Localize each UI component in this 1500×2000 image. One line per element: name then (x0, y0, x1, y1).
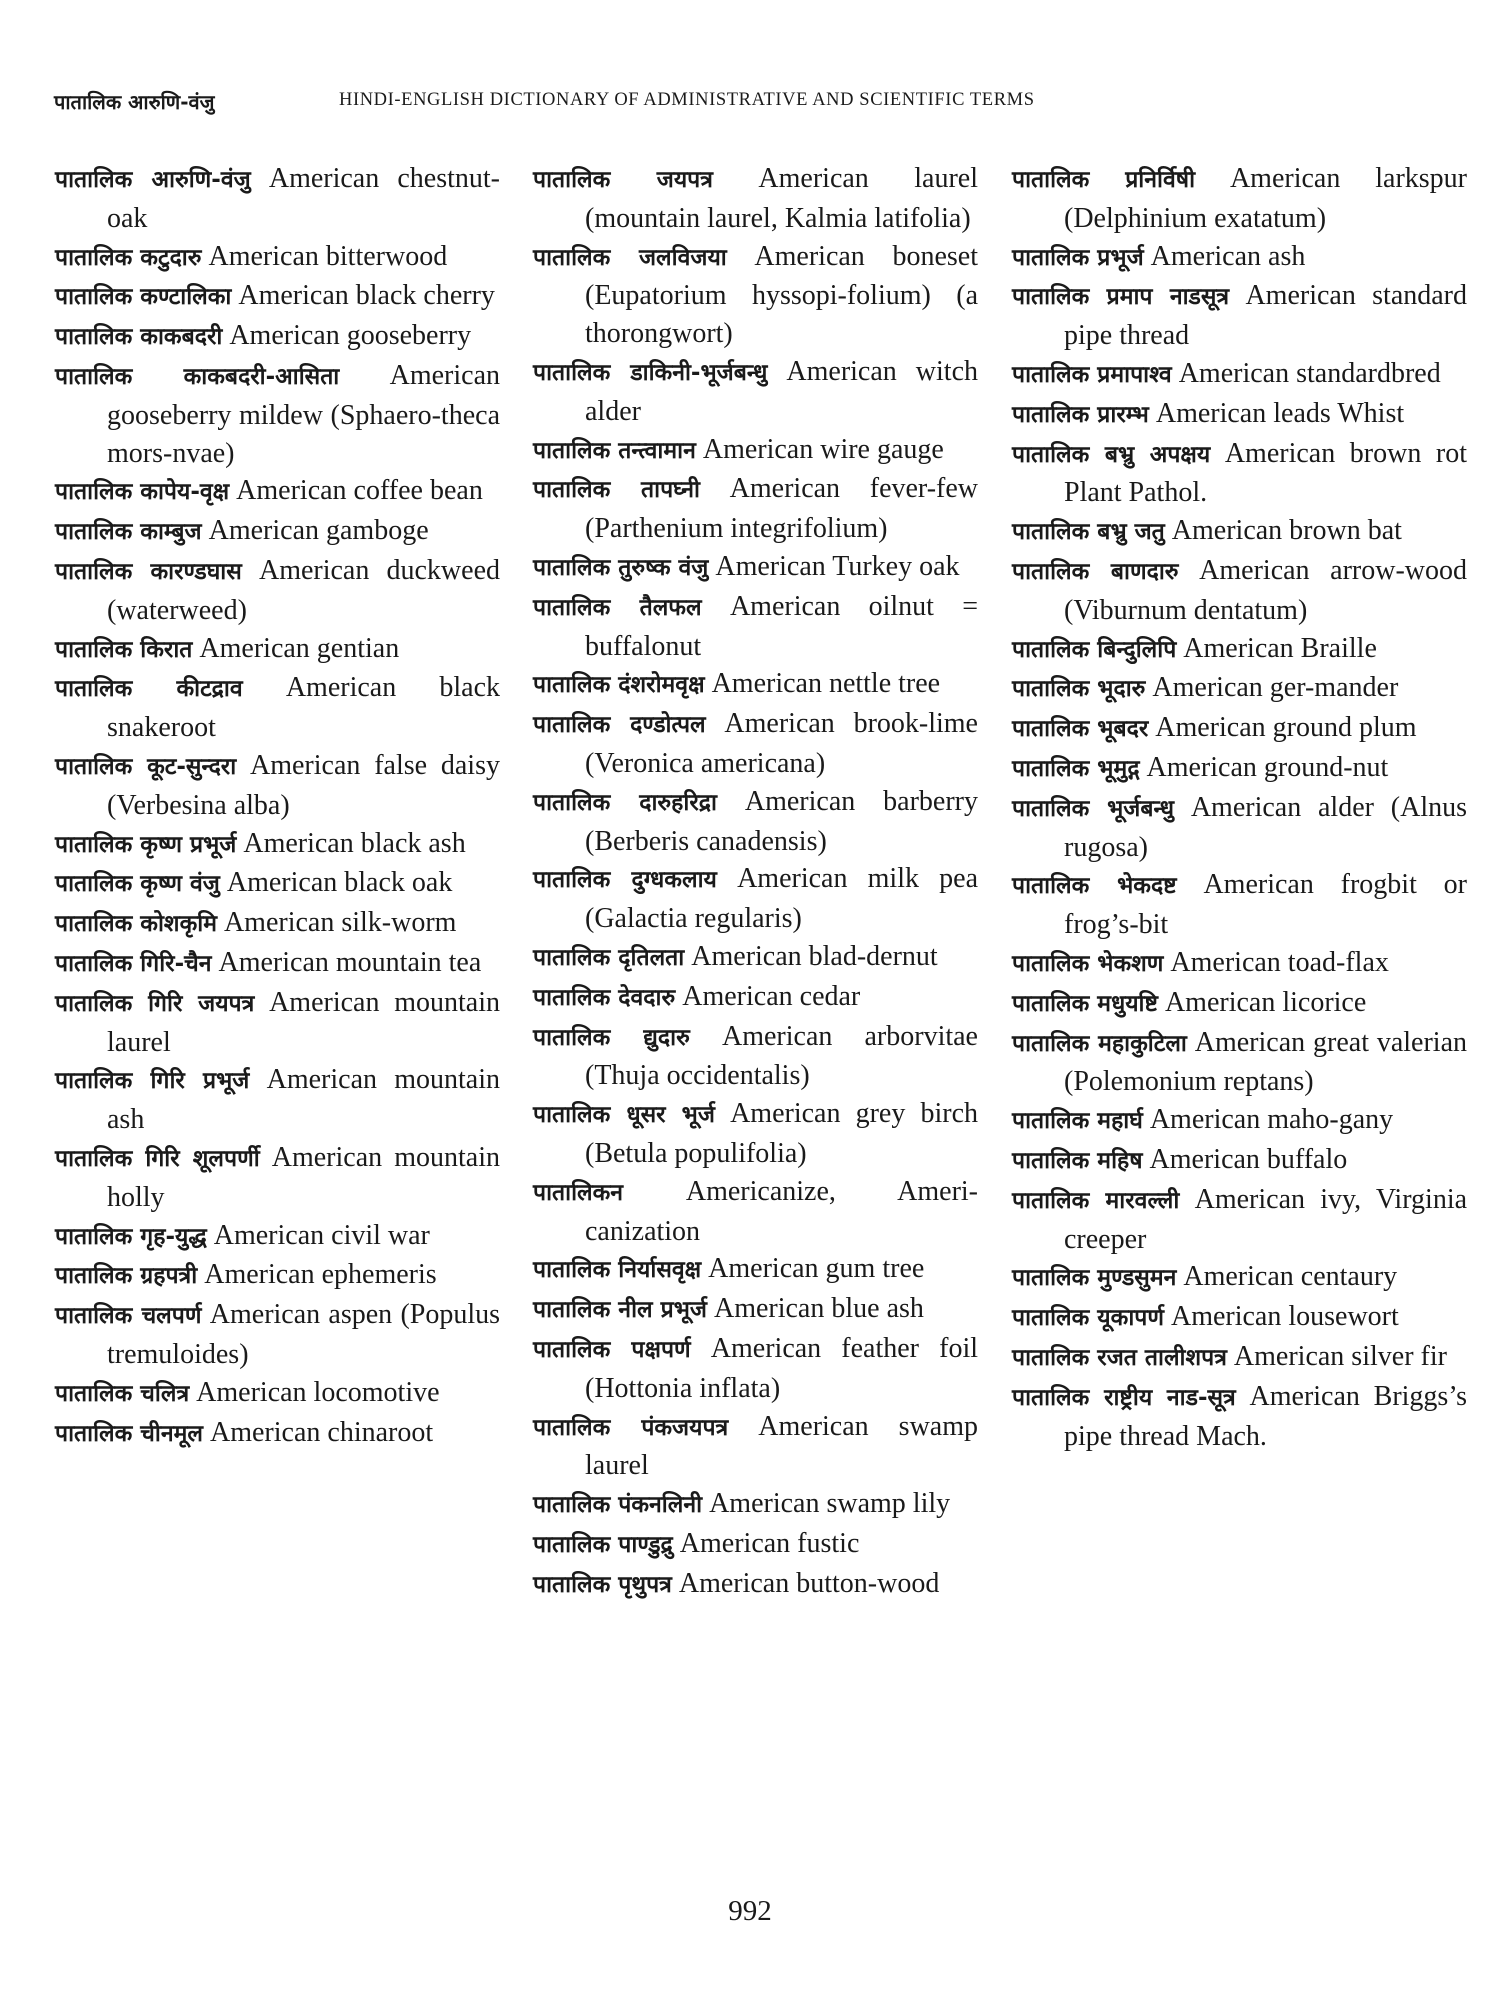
entry-definition: American false daisy (Verbesina alba) (107, 749, 500, 821)
entry-headword: पातालिक चलित्र (55, 1380, 190, 1407)
dictionary-entry (533, 1250, 978, 1290)
entry-definition: American feather foil (Hottonia inflata) (585, 1332, 979, 1404)
entry-headword: पातालिक काकबदरी (55, 324, 223, 351)
dictionary-entry (1012, 630, 1467, 670)
dictionary-entry (55, 512, 500, 552)
entry-headword: पातालिक दृतिलता (533, 944, 685, 971)
dictionary-entry (55, 904, 500, 944)
entry-definition: American black snakeroot (107, 672, 501, 744)
entry-definition: American toad-flax (1170, 946, 1389, 978)
entry-definition: American alder (Alnus rugosa) (1064, 791, 1467, 863)
entry-headword: पातालिक गिरि प्रभूर्ज (55, 1068, 250, 1095)
dictionary-entry (1012, 1378, 1467, 1456)
entry-headword: पातालिक भेकदष्ट (1012, 873, 1177, 900)
entry-definition: American button-wood (678, 1567, 940, 1599)
dictionary-entry (55, 864, 500, 904)
dictionary-entry (533, 860, 978, 938)
entry-headword: पातालिक रजत तालीशपत्र (1012, 1344, 1227, 1371)
entry-definition: American blue ash (713, 1293, 924, 1325)
entry-definition: American cedar (682, 980, 861, 1012)
entry-definition: American mountain laurel (107, 986, 500, 1058)
dictionary-entry (55, 1139, 500, 1217)
entry-headword: पातालिक तापघ्नी (533, 477, 700, 504)
dictionary-entry (1012, 984, 1467, 1024)
entry-headword: पातालिक कीटद्राव (55, 676, 243, 703)
dictionary-entry (1012, 1101, 1467, 1141)
entry-headword: पातालिक प्रनिर्विषी (1012, 167, 1196, 193)
entry-definition: American barberry (Berberis canadensis) (585, 785, 979, 857)
entry-headword: पातालिक चलपर्ण (55, 1303, 202, 1330)
entry-headword: पातालिक बिन्दुलिपि (1012, 636, 1177, 663)
entry-headword: पातालिक प्रभूर्ज (1012, 244, 1144, 271)
entry-definition: American silver fir (1233, 1340, 1447, 1372)
entry-definition: American ground plum (1155, 712, 1417, 744)
entry-definition: American brook-lime (Veronica americana) (585, 708, 978, 779)
entry-definition: American frogbit or frog’s-bit (1064, 869, 1467, 941)
dictionary-entry (1012, 1024, 1467, 1102)
entry-headword: पातालिक भेकशण (1012, 950, 1164, 977)
entry-headword: पातालिक किरात (55, 636, 193, 663)
entry-headword: पातालिक तैलफल (533, 594, 702, 621)
entry-headword: पातालिक भूदारु (1012, 676, 1146, 703)
entry-headword: पातालिक द्युदारु (533, 1024, 690, 1051)
dictionary-entry (55, 552, 500, 630)
entry-headword: पातालिक कृष्ण प्रभूर्ज (55, 831, 237, 858)
entry-headword: पातालिक महार्घ (1012, 1108, 1143, 1135)
entry-headword: पातालिक मुण्डसुमन (1012, 1265, 1177, 1292)
dictionary-entry (533, 978, 978, 1018)
dictionary-entry (533, 1525, 978, 1565)
entry-headword: पातालिक राष्ट्रीय नाड-सूत्र (1012, 1384, 1236, 1411)
entry-definition: American buffalo (1149, 1143, 1348, 1175)
entry-definition: American coffee bean (236, 475, 483, 507)
entry-definition: American oilnut = buffalonut (585, 590, 979, 662)
entry-headword: पातालिक गिरि जयपत्र (55, 990, 255, 1017)
dictionary-entry (533, 1173, 978, 1251)
entry-definition: American swamp laurel (585, 1410, 978, 1482)
dictionary-entry (55, 1374, 500, 1414)
entry-definition: American duckweed (waterweed) (107, 554, 501, 626)
dictionary-entry (55, 277, 500, 317)
dictionary-entry (1012, 749, 1467, 789)
dictionary-entry (55, 160, 500, 238)
entry-definition: American chestnut-oak (107, 163, 501, 234)
entry-headword: पातालिक दण्डोत्पल (533, 712, 706, 739)
dictionary-entry (1012, 552, 1467, 630)
entry-headword: पातालिक काम्बुज (55, 519, 202, 546)
entry-definition: American lousewort (1170, 1301, 1399, 1333)
entry-definition: American brown rot Plant Pathol. (1064, 437, 1467, 509)
entry-headword: पातालिक भूबदर (1012, 716, 1149, 743)
dictionary-entry (533, 705, 978, 783)
entry-definition: American ash (1150, 240, 1306, 272)
entry-definition: American gentian (199, 632, 400, 664)
entry-headword: पातालिक आरुणि-वंजु (55, 167, 251, 193)
dictionary-entry (55, 238, 500, 278)
entry-definition: American maho-gany (1149, 1104, 1394, 1136)
entry-headword: पातालिक कोशकृमि (55, 911, 217, 938)
entry-definition: American bitterwood (208, 240, 448, 272)
entry-headword: पातालिक बभ्रु अपक्षय (1012, 441, 1211, 468)
entry-definition: American chinaroot (210, 1416, 434, 1448)
entry-headword: पातालिक डाकिनी-भूर्जबन्धु (533, 359, 768, 386)
dictionary-entry (55, 1256, 500, 1296)
dictionary-title: HINDI-ENGLISH DICTIONARY OF ADMINISTRATIVE AND SCIENTIFIC TERMS (339, 90, 1035, 110)
entry-headword: पातालिक दारुहरिद्रा (533, 789, 717, 816)
page-number: 992 (728, 1895, 772, 1927)
entry-definition: American nettle tree (711, 668, 941, 700)
entry-headword: पातालिक महाकुटिला (1012, 1030, 1187, 1057)
dictionary-entry (1012, 1258, 1467, 1298)
column-1 (55, 160, 500, 1453)
running-header (54, 88, 1454, 122)
dictionary-entry (55, 747, 500, 825)
dictionary-entry (533, 1408, 978, 1486)
entry-definition: American locomotive (196, 1376, 440, 1408)
entry-definition: American Braille (1183, 632, 1377, 664)
dictionary-entry (1012, 160, 1467, 238)
entry-headword: पातालिक तन्त्वामान (533, 437, 696, 464)
entry-definition: American laurel (mountain laurel, Kalmia latifolia) (585, 163, 979, 234)
entry-headword: पातालिक नील प्रभूर्ज (533, 1297, 707, 1324)
entry-definition: American fever-few (Parthenium integrifolium) (585, 473, 978, 545)
dictionary-entry (55, 630, 500, 670)
dictionary-entry (55, 1217, 500, 1257)
entry-headword: पातालिक जलविजया (533, 244, 727, 271)
dictionary-entry (1012, 789, 1467, 867)
dictionary-entry (1012, 944, 1467, 984)
dictionary-entry (55, 1061, 500, 1139)
dictionary-entry (533, 353, 978, 431)
entry-headword: पातालिक कारण्डघास (55, 558, 242, 585)
entry-headword: पातालिक भूमुद्ग (1012, 755, 1140, 782)
dictionary-entry (55, 669, 500, 747)
entry-headword: पातालिक पृथुपत्र (533, 1571, 672, 1598)
dictionary-entry (55, 317, 500, 357)
dictionary-entry (533, 1290, 978, 1330)
dictionary-entry (533, 431, 978, 471)
entry-definition: American black oak (226, 867, 453, 899)
entry-headword: पातालिक बाणदारु (1012, 558, 1179, 585)
dictionary-entry (1012, 1338, 1467, 1378)
dictionary-entry (1012, 669, 1467, 709)
entry-definition: American milk pea (Galactia regularis) (585, 863, 979, 935)
entry-headword: पातालिक गिरि शूलपर्णी (55, 1145, 260, 1172)
entry-definition: American licorice (1164, 986, 1367, 1018)
dictionary-entry (55, 944, 500, 984)
dictionary-entry (55, 1414, 500, 1454)
dictionary-entry (533, 548, 978, 588)
column-3 (1012, 160, 1467, 1455)
entry-headword: पातालिक कापेय-वृक्ष (55, 479, 230, 506)
entry-definition: American black ash (243, 827, 466, 859)
entry-headword: पातालिक भूर्जबन्धु (1012, 795, 1174, 822)
entry-headword: पातालिक महिष (1012, 1147, 1143, 1174)
entry-definition: American civil war (213, 1219, 430, 1251)
entry-headword: पातालिक कटुदारु (55, 244, 202, 271)
entry-definition: American ground-nut (1146, 751, 1389, 783)
entry-definition: American wire gauge (702, 433, 944, 465)
entry-headword: पातालिक चीनमूल (55, 1420, 203, 1447)
entry-definition: American Turkey oak (715, 550, 960, 582)
entry-definition: American swamp lily (709, 1488, 951, 1520)
entry-headword: पातालिक जयपत्र (533, 167, 713, 193)
entry-definition: American arborvitae (Thuja occidentalis) (585, 1020, 978, 1092)
entry-headword: पातालिक ग्रहपत्री (55, 1263, 198, 1290)
dictionary-entry (55, 825, 500, 865)
entry-headword: पातालिक काकबदरी-आसिता (55, 363, 340, 390)
dictionary-entry (1012, 435, 1467, 513)
entry-definition: American grey birch (Betula populifolia) (585, 1098, 979, 1169)
dictionary-entry (1012, 277, 1467, 355)
entry-headword: पातालिक मारवल्ली (1012, 1187, 1180, 1214)
dictionary-entry (533, 588, 978, 666)
entry-headword: पातालिक पंकजयपत्र (533, 1414, 729, 1441)
dictionary-entry (1012, 1141, 1467, 1181)
entry-definition: American brown bat (1171, 515, 1402, 547)
entry-definition: American boneset (Eupatorium hyssopi-folium) (a thorongwort) (585, 240, 979, 350)
entry-definition: American gooseberry (229, 320, 472, 352)
entry-definition: American mountain tea (218, 946, 482, 978)
guide-word: पातालिक आरुणि-वंजु (54, 90, 215, 114)
entry-definition: American ephemeris (204, 1259, 437, 1291)
entry-headword: पातालिक पाण्डुद्रु (533, 1531, 673, 1558)
entry-definition: American gooseberry mildew (Sphaero-theca mors-nvae) (107, 359, 500, 469)
entry-definition: American blad-dernut (691, 940, 938, 972)
entry-headword: पातालिक कण्टालिका (55, 284, 232, 311)
dictionary-entry (533, 1095, 978, 1173)
entry-definition: American fustic (679, 1527, 860, 1559)
entry-definition: American larkspur (Delphinium exatatum) (1064, 163, 1468, 234)
entry-headword: पातालिक गिरि-चैन (55, 950, 212, 977)
entry-definition: American ivy, Virginia creeper (1064, 1183, 1468, 1255)
entry-headword: पातालिक कूट-सुन्दरा (55, 753, 237, 780)
dictionary-entry (1012, 709, 1467, 749)
dictionary-entry (55, 472, 500, 512)
entry-headword: पातालिकन (533, 1179, 624, 1206)
dictionary-entry (533, 938, 978, 978)
entry-definition: American standard pipe thread (1064, 280, 1468, 352)
entry-definition: American Briggs’s pipe thread Mach. (1064, 1380, 1468, 1452)
entry-headword: पातालिक दंशरोमवृक्ष (533, 672, 705, 699)
entry-headword: पातालिक प्रमापाश्व (1012, 361, 1172, 388)
dictionary-entry (533, 470, 978, 548)
entry-definition: American leads Whist (1155, 397, 1405, 429)
dictionary-entry (1012, 238, 1467, 278)
entry-headword: पातालिक गृह-युद्ध (55, 1223, 207, 1250)
dictionary-entry (533, 1018, 978, 1096)
entry-definition: American standardbred (1178, 357, 1441, 389)
entry-definition: American great valerian (Polemonium reptans) (1064, 1026, 1468, 1098)
entry-headword: पातालिक देवदारु (533, 984, 676, 1011)
entry-definition: American witch alder (585, 355, 978, 427)
dictionary-entry (533, 1485, 978, 1525)
dictionary-entry (1012, 1298, 1467, 1338)
dictionary-entry (55, 357, 500, 472)
dictionary-entry (55, 1296, 500, 1374)
entry-headword: पातालिक प्रारम्भ (1012, 401, 1149, 428)
dictionary-entry (533, 665, 978, 705)
entry-definition: American silk-worm (223, 907, 457, 939)
entry-definition: Americanize, Ameri-canization (585, 1175, 978, 1247)
entry-headword: पातालिक तुरुष्क वंजु (533, 554, 709, 581)
dictionary-entry (1012, 866, 1467, 944)
dictionary-entry (533, 783, 978, 861)
entry-definition: American gamboge (208, 515, 429, 547)
entry-headword: पातालिक मधुयष्टि (1012, 990, 1158, 1017)
entry-headword: पातालिक कृष्ण वंजु (55, 871, 220, 898)
entry-definition: American ger-mander (1152, 672, 1399, 704)
dictionary-entry (533, 238, 978, 353)
entry-headword: पातालिक बभ्रु जतु (1012, 519, 1165, 546)
column-2 (533, 160, 978, 1604)
dictionary-entry (533, 1330, 978, 1408)
entry-headword: पातालिक दुग्धकलाय (533, 867, 717, 894)
entry-headword: पातालिक यूकापर्ण (1012, 1305, 1164, 1332)
dictionary-entry (533, 1565, 978, 1605)
entry-definition: American mountain holly (107, 1141, 500, 1213)
entry-definition: American mountain ash (107, 1064, 500, 1136)
entry-definition: American centaury (1183, 1261, 1398, 1293)
dictionary-entry (1012, 395, 1467, 435)
entry-headword: पातालिक पक्षपर्ण (533, 1336, 691, 1363)
entry-headword: पातालिक प्रमाप नाडसूत्र (1012, 284, 1230, 311)
dictionary-entry (533, 160, 978, 238)
dictionary-entry (1012, 512, 1467, 552)
entry-headword: पातालिक निर्यासवृक्ष (533, 1257, 702, 1284)
dictionary-entry (1012, 355, 1467, 395)
entry-headword: पातालिक पंकनलिनी (533, 1492, 703, 1519)
entry-definition: American black cherry (238, 280, 495, 312)
entry-headword: पातालिक धूसर भूर्ज (533, 1102, 715, 1129)
entry-definition: American gum tree (708, 1253, 925, 1285)
entry-definition: American aspen (Populus tremuloides) (107, 1299, 501, 1370)
entry-definition: American arrow-wood (Viburnum dentatum) (1064, 554, 1467, 626)
dictionary-entry (1012, 1181, 1467, 1259)
dictionary-entry (55, 984, 500, 1062)
